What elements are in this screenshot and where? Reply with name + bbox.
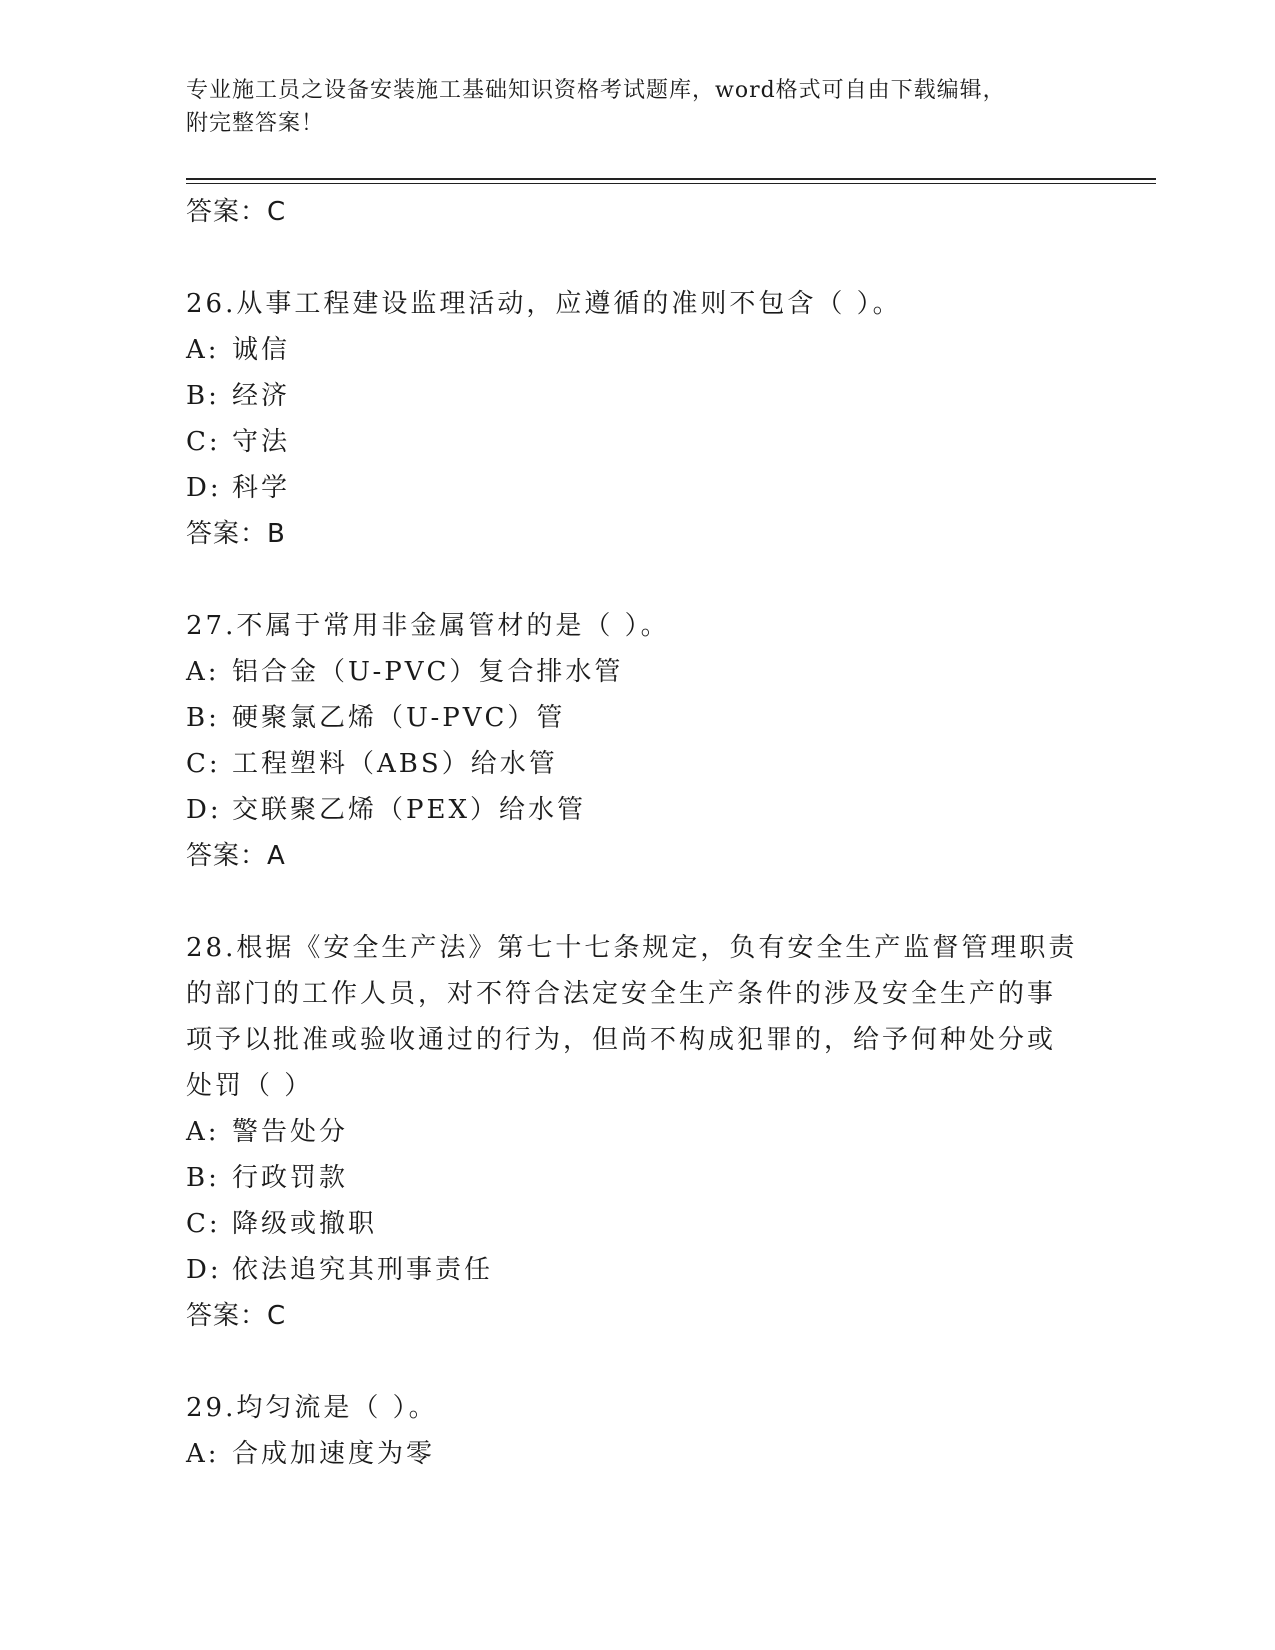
question-stem-line: 项予以批准或验收通过的行为，但尚不构成犯罪的，给予何种处分或 (186, 1025, 1057, 1055)
option-letter: A: (186, 335, 220, 365)
question-stem: 26.从事工程建设监理活动，应遵循的准则不包含（ ）。 (186, 289, 902, 319)
question-stem: 27.不属于常用非金属管材的是（ ）。 (186, 611, 670, 641)
page-header (186, 74, 1086, 140)
question-29 (186, 1385, 1086, 1477)
option-b (186, 1155, 1086, 1201)
option-letter: A: (186, 657, 220, 687)
option-text: 诚信 (232, 335, 291, 365)
document-page (186, 0, 1156, 1650)
option-d (186, 1247, 1086, 1293)
option-a (186, 327, 1086, 373)
option-letter: D: (186, 1255, 222, 1285)
question-stem-line: 28.根据《安全生产法》第七十七条规定，负有安全生产监督管理职责 (186, 933, 1078, 963)
option-text: 降级或撤职 (232, 1209, 378, 1239)
option-letter: B: (186, 381, 220, 411)
answer-previous: 答案：C (186, 197, 287, 227)
option-d (186, 465, 1086, 511)
question-stem: 29.均匀流是（ ）。 (186, 1393, 438, 1423)
option-text: 警告处分 (232, 1117, 349, 1147)
header-rule-thin (186, 183, 1156, 184)
option-b (186, 695, 1086, 741)
option-text: 硬聚氯乙烯（U-PVC）管 (232, 703, 566, 733)
header-line-1: 专业施工员之设备安装施工基础知识资格考试题库，word格式可自由下载编辑， (186, 78, 1006, 103)
option-text: 铝合金（U-PVC）复合排水管 (232, 657, 624, 687)
option-letter: D: (186, 473, 222, 503)
header-rule-thick (186, 178, 1156, 180)
option-d (186, 787, 1086, 833)
header-line-2: 附完整答案！ (186, 111, 325, 136)
option-text: 守法 (232, 427, 291, 457)
option-text: 科学 (232, 473, 291, 503)
option-letter: C: (186, 1209, 221, 1239)
question-stem-line: 的部门的工作人员，对不符合法定安全生产条件的涉及安全生产的事 (186, 979, 1057, 1009)
option-letter: D: (186, 795, 222, 825)
option-c (186, 419, 1086, 465)
question-stem-line: 处罚（ ） (186, 1071, 314, 1101)
answer-27: 答案：A (186, 841, 286, 871)
option-letter: C: (186, 427, 221, 457)
question-26 (186, 281, 1086, 557)
question-27 (186, 603, 1086, 879)
option-c (186, 741, 1086, 787)
option-text: 工程塑料（ABS）给水管 (232, 749, 558, 779)
option-letter: A: (186, 1117, 220, 1147)
option-b (186, 373, 1086, 419)
option-text: 行政罚款 (232, 1163, 349, 1193)
option-a (186, 649, 1086, 695)
question-28 (186, 925, 1086, 1339)
option-c (186, 1201, 1086, 1247)
option-a (186, 1431, 1086, 1477)
option-letter: A: (186, 1439, 220, 1469)
option-text: 依法追究其刑事责任 (232, 1255, 494, 1285)
option-letter: B: (186, 703, 220, 733)
option-letter: B: (186, 1163, 220, 1193)
option-text: 交联聚乙烯（PEX）给水管 (232, 795, 586, 825)
option-text: 经济 (232, 381, 291, 411)
answer-26: 答案：B (186, 519, 286, 549)
question-list (186, 189, 1086, 1477)
option-letter: C: (186, 749, 221, 779)
option-a (186, 1109, 1086, 1155)
answer-28: 答案：C (186, 1301, 287, 1331)
option-text: 合成加速度为零 (232, 1439, 436, 1469)
